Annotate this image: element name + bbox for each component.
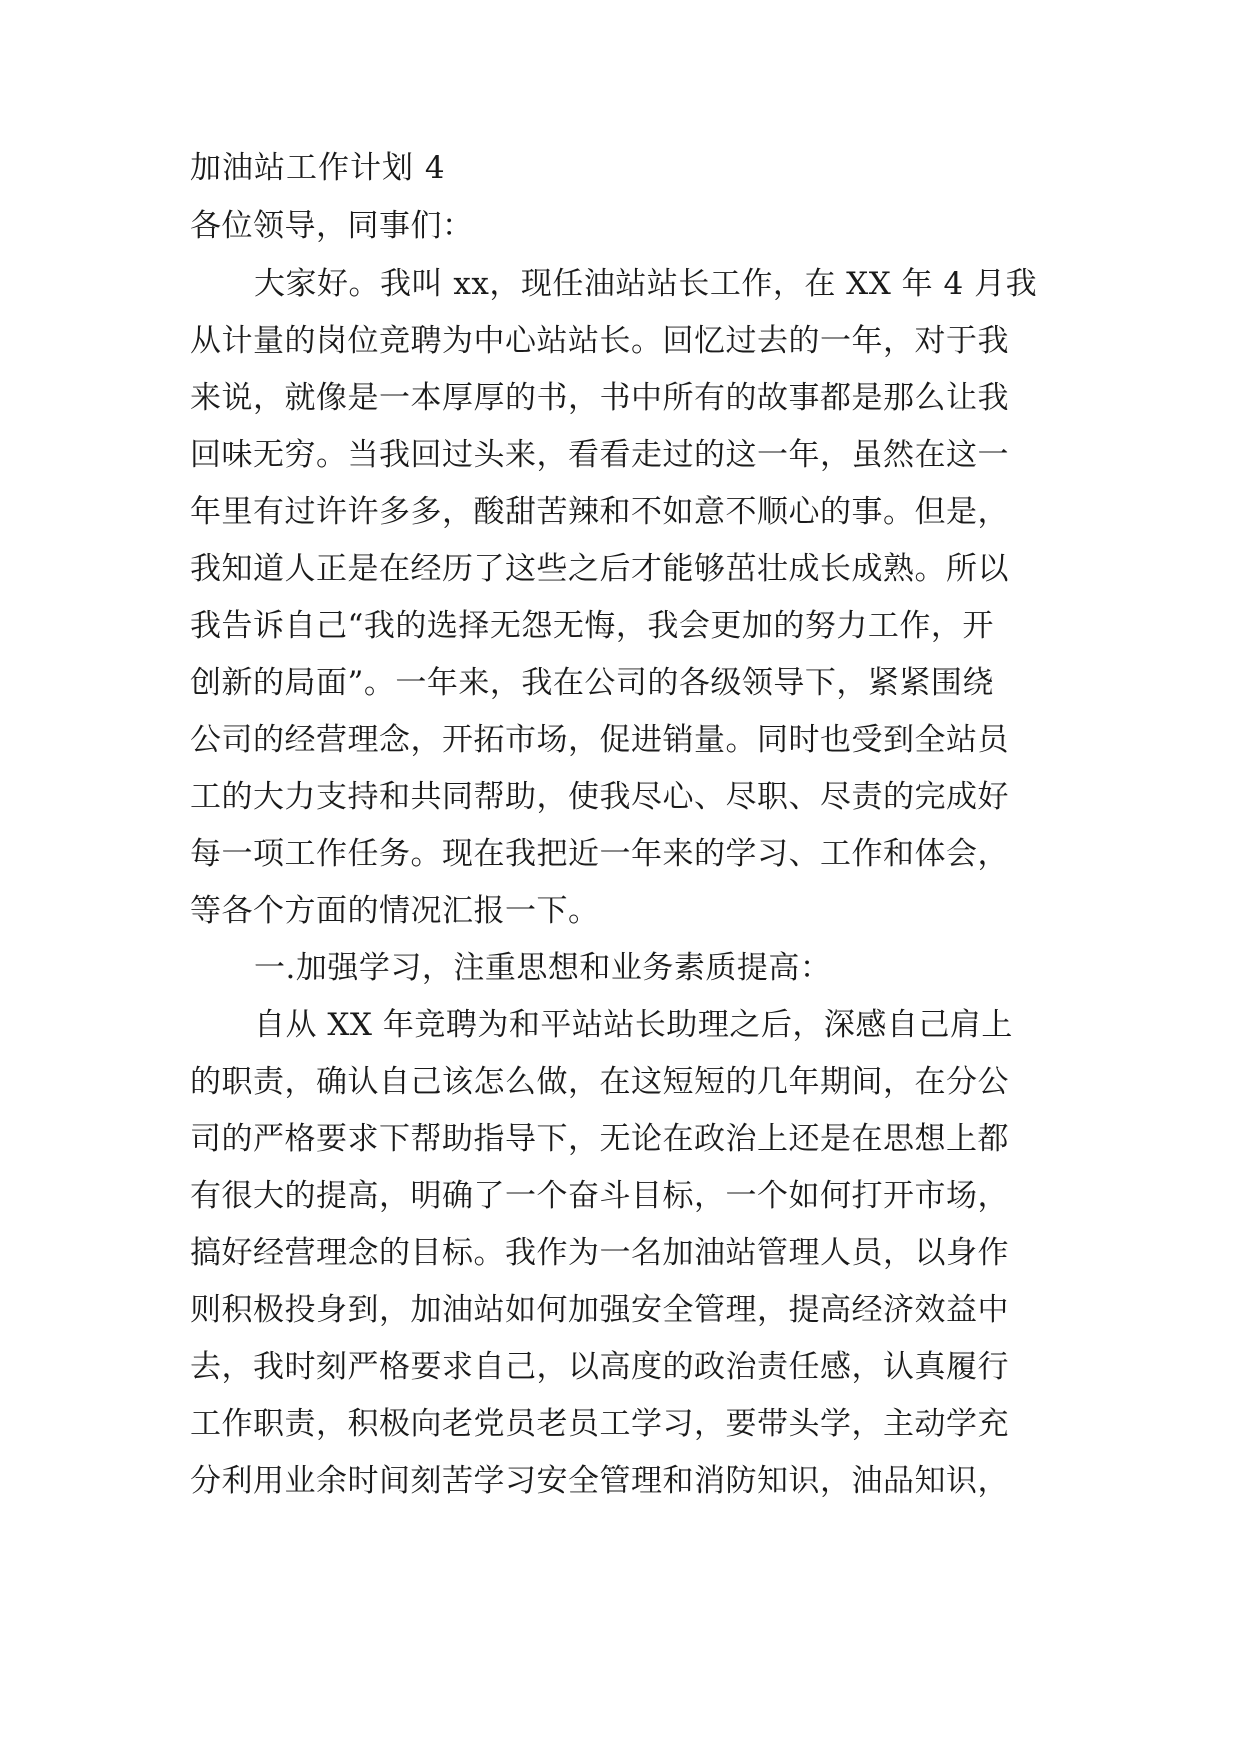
paragraph-line: 等各个方面的情况汇报一下。: [190, 893, 600, 929]
paragraph-line: 年里有过许许多多，酸甜苦辣和不如意不顺心的事。但是，: [190, 494, 1009, 530]
paragraph-line: 大家好。我叫 xx，现任油站站长工作，在 XX 年 4 月我: [254, 266, 1038, 302]
paragraph-line: 工的大力支持和共同帮助，使我尽心、尽职、尽责的完成好: [190, 779, 1009, 815]
paragraph-line: 我告诉自己“我的选择无怨无悔，我会更加的努力工作，开: [190, 608, 994, 644]
paragraph-line: 创新的局面”。一年来，我在公司的各级领导下，紧紧围绕: [190, 665, 994, 701]
paragraph-line: 每一项工作任务。现在我把近一年来的学习、工作和体会，: [190, 836, 1009, 872]
paragraph-line: 司的严格要求下帮助指导下，无论在政治上还是在思想上都: [190, 1121, 1009, 1157]
paragraph-line: 工作职责，积极向老党员老员工学习，要带头学，主动学充: [190, 1406, 1009, 1442]
greeting: 各位领导，同事们：: [190, 208, 474, 244]
paragraph-line: 去，我时刻严格要求自己，以高度的政治责任感，认真履行: [190, 1349, 1009, 1385]
paragraph-line: 回味无穷。当我回过头来，看看走过的这一年，虽然在这一: [190, 437, 1009, 473]
paragraph-line: 有很大的提高，明确了一个奋斗目标，一个如何打开市场，: [190, 1178, 1009, 1214]
paragraph-line: 公司的经营理念，开拓市场，促进销量。同时也受到全站员: [190, 722, 1009, 758]
paragraph-line: 的职责，确认自己该怎么做，在这短短的几年期间，在分公: [190, 1064, 1009, 1100]
paragraph-line: 分利用业余时间刻苦学习安全管理和消防知识，油品知识，: [190, 1463, 1009, 1499]
paragraph-line: 来说，就像是一本厚厚的书，书中所有的故事都是那么让我: [190, 380, 1009, 416]
paragraph-line: 搞好经营理念的目标。我作为一名加油站管理人员，以身作: [190, 1235, 1009, 1271]
paragraph-line: 我知道人正是在经历了这些之后才能够茁壮成长成熟。所以: [190, 551, 1009, 587]
section-heading: 一.加强学习，注重思想和业务素质提高：: [254, 950, 832, 986]
paragraph-line: 则积极投身到，加油站如何加强安全管理，提高经济效益中: [190, 1292, 1009, 1328]
paragraph-line: 自从 XX 年竞聘为和平站站长助理之后，深感自己肩上: [254, 1007, 1013, 1043]
paragraph-line: 从计量的岗位竞聘为中心站站长。回忆过去的一年，对于我: [190, 323, 1009, 359]
document-title: 加油站工作计划 4: [190, 150, 446, 186]
